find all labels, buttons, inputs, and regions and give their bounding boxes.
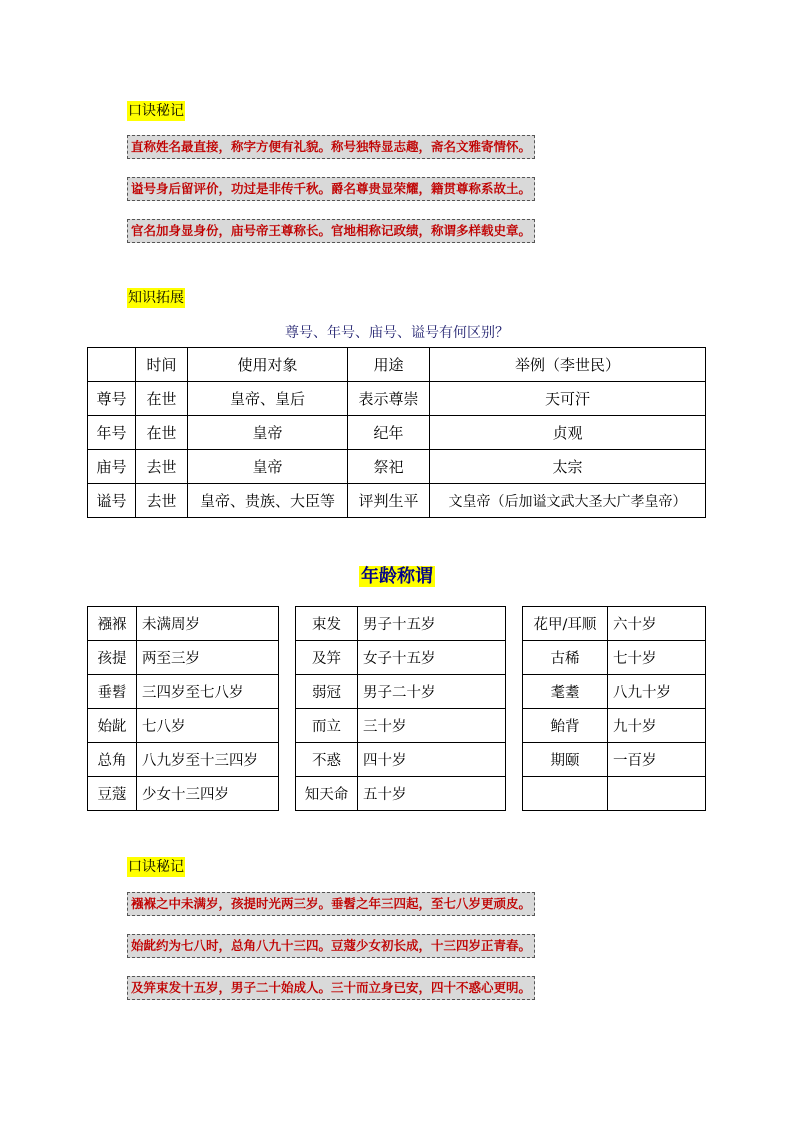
table-row [296,675,506,709]
table-row [88,450,706,484]
age-section-title [0,562,794,588]
table-cell: 在世 [136,382,188,416]
table-row [296,709,506,743]
mnemonic-line: 始龀约为七八时，总角八九十三四。豆蔻少女初长成，十三四岁正青春。 [127,934,535,958]
mnemonic-line: 直称姓名最直接，称字方便有礼貌。称号独特显志趣，斋名文雅寄情怀。 [127,135,535,159]
mnemonic-line: 官名加身显身份，庙号帝王尊称长。官地相称记政绩，称谓多样载史章。 [127,219,535,243]
table-cell: 太宗 [430,450,706,484]
age-term: 及笄 [296,641,358,675]
age-term: 孩提 [88,641,137,675]
age-meaning: 三十岁 [358,709,506,743]
table-cell: 年号 [88,416,136,450]
age-term: 豆蔻 [88,777,137,811]
table-cell: 皇帝 [188,416,348,450]
knowledge-heading: 知识拓展 [128,290,184,306]
table-row [296,607,506,641]
table-row [88,484,706,518]
age-term: 而立 [296,709,358,743]
age-meaning: 八九岁至十三四岁 [137,743,279,777]
mnemonic-line: 及笄束发十五岁，男子二十始成人。三十而立身已安，四十不惑心更明。 [127,976,535,1000]
age-term: 垂髫 [88,675,137,709]
table-header-row [88,348,706,382]
table-cell: 文皇帝（后加谥文武大圣大广孝皇帝） [430,484,706,518]
table-row [523,743,706,777]
age-term: 襁褓 [88,607,137,641]
table-row [523,777,706,811]
age-term: 总角 [88,743,137,777]
table-row [296,777,506,811]
age-term: 花甲/耳顺 [523,607,608,641]
table-cell: 祭祀 [348,450,430,484]
header-cell: 举例（李世民） [430,348,706,382]
table-cell: 去世 [136,484,188,518]
table-row [523,675,706,709]
age-meaning: 八九十岁 [608,675,706,709]
table-cell: 皇帝、皇后 [188,382,348,416]
age-meaning: 四十岁 [358,743,506,777]
mnemonic-heading: 口诀秘记 [128,859,184,875]
table-row [296,641,506,675]
age-meaning: 七十岁 [608,641,706,675]
table-row [88,416,706,450]
age-term: 束发 [296,607,358,641]
mnemonic-line: 襁褓之中未满岁，孩提时光两三岁。垂髫之年三四起，至七八岁更顽皮。 [127,892,535,916]
table-row [88,777,279,811]
age-term: 不惑 [296,743,358,777]
table-row [88,675,279,709]
age-term: 始龀 [88,709,137,743]
mnemonic-heading: 口诀秘记 [128,103,184,119]
table-row [523,641,706,675]
table-row [88,743,279,777]
age-meaning: 七八岁 [137,709,279,743]
age-table-1 [87,606,279,811]
age-meaning: 两至三岁 [137,641,279,675]
age-meaning: 三四岁至七八岁 [137,675,279,709]
table-cell: 贞观 [430,416,706,450]
age-meaning [608,777,706,811]
table-cell: 天可汗 [430,382,706,416]
age-meaning: 一百岁 [608,743,706,777]
table-row [523,709,706,743]
table-cell: 皇帝、贵族、大臣等 [188,484,348,518]
age-meaning: 男子十五岁 [358,607,506,641]
age-meaning: 五十岁 [358,777,506,811]
age-term: 知天命 [296,777,358,811]
table-cell: 尊号 [88,382,136,416]
table-cell: 去世 [136,450,188,484]
table-cell: 纪年 [348,416,430,450]
table-cell: 庙号 [88,450,136,484]
header-cell: 使用对象 [188,348,348,382]
table-row [296,743,506,777]
age-term: 古稀 [523,641,608,675]
header-cell [88,348,136,382]
title-comparison-table [87,347,706,518]
age-term: 弱冠 [296,675,358,709]
table-cell: 表示尊崇 [348,382,430,416]
table-row [88,641,279,675]
table-caption: 尊号、年号、庙号、谥号有何区别？ [285,325,509,341]
table-row [88,382,706,416]
age-meaning: 女子十五岁 [358,641,506,675]
age-meaning: 六十岁 [608,607,706,641]
table-row [523,607,706,641]
age-meaning: 男子二十岁 [358,675,506,709]
table-row [88,709,279,743]
table-cell: 皇帝 [188,450,348,484]
age-term: 耄耋 [523,675,608,709]
age-term [523,777,608,811]
table-cell: 在世 [136,416,188,450]
table-row [88,607,279,641]
age-meaning: 九十岁 [608,709,706,743]
age-meaning: 少女十三四岁 [137,777,279,811]
table-cell: 评判生平 [348,484,430,518]
age-term: 期颐 [523,743,608,777]
age-term: 鲐背 [523,709,608,743]
age-table-2 [295,606,506,811]
age-section-title-text: 年龄称谓 [361,566,433,587]
age-meaning: 未满周岁 [137,607,279,641]
header-cell: 时间 [136,348,188,382]
table-cell: 谥号 [88,484,136,518]
mnemonic-line: 谥号身后留评价，功过是非传千秋。爵名尊贵显荣耀，籍贯尊称系故土。 [127,177,535,201]
header-cell: 用途 [348,348,430,382]
age-table-3 [522,606,706,811]
